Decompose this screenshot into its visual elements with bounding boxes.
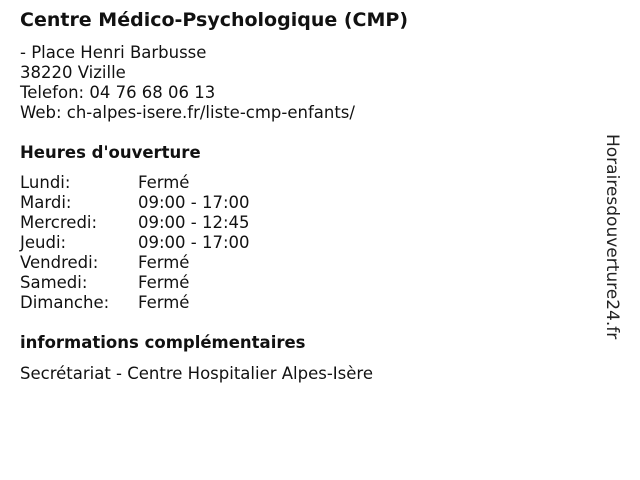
- hours-list: [20, 173, 250, 313]
- day-label: Mardi:: [20, 193, 72, 212]
- hours-row-lundi: [20, 173, 250, 193]
- address-street: - Place Henri Barbusse: [20, 43, 207, 62]
- hours-row-dimanche: [20, 293, 250, 313]
- address-city: 38220 Vizille: [20, 63, 126, 82]
- day-label: Mercredi:: [20, 213, 98, 232]
- info-heading: informations complémentaires: [20, 333, 306, 352]
- website: Web: ch-alpes-isere.fr/liste-cmp-enfants/: [20, 103, 355, 122]
- address-block: [20, 43, 355, 123]
- hours-row-vendredi: [20, 253, 250, 273]
- hours-row-mardi: [20, 193, 250, 213]
- day-hours: 09:00 - 12:45: [138, 213, 250, 232]
- day-hours: Fermé: [138, 253, 190, 272]
- hours-row-jeudi: [20, 233, 250, 253]
- day-label: Jeudi:: [20, 233, 67, 252]
- hours-heading: Heures d'ouverture: [20, 143, 201, 162]
- phone-number: Telefon: 04 76 68 06 13: [20, 83, 216, 102]
- day-hours: Fermé: [138, 173, 190, 192]
- info-text: Secrétariat - Centre Hospitalier Alpes-Isère: [20, 364, 373, 383]
- day-label: Dimanche:: [20, 293, 110, 312]
- page-title: Centre Médico-Psychologique (CMP): [20, 9, 408, 31]
- day-label: Samedi:: [20, 273, 88, 292]
- day-hours: Fermé: [138, 293, 190, 312]
- day-hours: 09:00 - 17:00: [138, 193, 250, 212]
- day-label: Lundi:: [20, 173, 71, 192]
- watermark: Horairesdouverture24.fr: [602, 134, 622, 340]
- day-hours: Fermé: [138, 273, 190, 292]
- hours-row-samedi: [20, 273, 250, 293]
- day-label: Vendredi:: [20, 253, 99, 272]
- hours-row-mercredi: [20, 213, 250, 233]
- day-hours: 09:00 - 17:00: [138, 233, 250, 252]
